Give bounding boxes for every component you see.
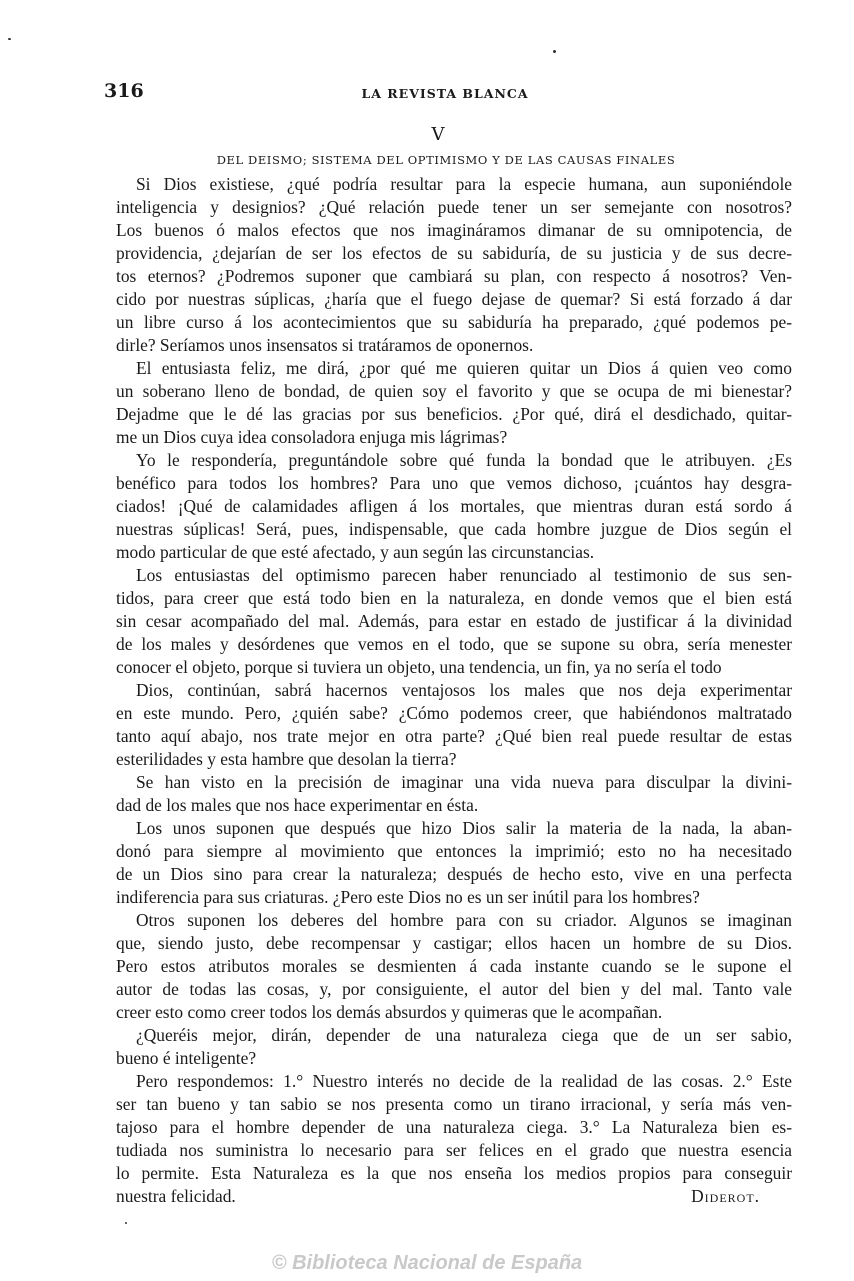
text-line: esterilidades y esta hambre que desolan la tierra? bbox=[116, 749, 457, 769]
running-title: LA REVISTA BLANCA bbox=[361, 86, 529, 101]
text-line: sin cesar acompañado del mal. Además, para estar en estado de justificar á la divinidad bbox=[116, 611, 792, 631]
text-line: ser tan bueno y tan sabio se nos presenta como un tirano irracional, y sería más ven- bbox=[116, 1094, 792, 1114]
paragraph bbox=[116, 817, 792, 909]
text-line: cido por nuestras súplicas, ¿haría que el fuego dejase de quemar? Si está forzado á dar bbox=[116, 289, 792, 309]
paragraph bbox=[116, 909, 792, 1024]
paragraph bbox=[116, 357, 792, 449]
article-body bbox=[116, 173, 792, 1208]
paragraph bbox=[116, 1024, 792, 1070]
text-line: Yo le respondería, preguntándole sobre qué funda la bondad que le atribuyen. ¿Es bbox=[136, 450, 792, 470]
text-line: donó para siempre al movimiento que entonces la imprimió; esto no ha necesitado bbox=[116, 841, 792, 861]
text-line: autor de todas las cosas, y, por consiguiente, el autor del bien y del mal. Tanto vale bbox=[116, 979, 792, 999]
author-signature: Diderot. bbox=[691, 1186, 760, 1206]
page-number: 316 bbox=[104, 80, 144, 102]
text-line: Si Dios existiese, ¿qué podría resultar para la especie humana, aun suponiéndole bbox=[136, 174, 792, 194]
text-line: Dios, continúan, sabrá hacernos ventajosos los males que nos deja experimentar bbox=[136, 680, 792, 700]
text-line: benéfico para todos los hombres? Para uno que vemos dichoso, ¡cuántos hay desgra- bbox=[116, 473, 792, 493]
chapter-title: DEL DEISMO; SISTEMA DEL OPTIMISMO Y DE LAS CAUSAS FINALES bbox=[216, 153, 676, 167]
text-line: ¿Queréis mejor, dirán, depender de una naturaleza ciega que de un ser sabio, bbox=[136, 1025, 792, 1045]
text-line: lo permite. Esta Naturaleza es la que nos enseña los medios propios para conseguir bbox=[116, 1163, 792, 1183]
text-line: indiferencia para sus criaturas. ¿Pero este Dios no es un ser inútil para los hombres? bbox=[116, 887, 700, 907]
text-line: me un Dios cuya idea consoladora enjuga mis lágrimas? bbox=[116, 427, 508, 447]
text-line: que, siendo justo, debe recompensar y castigar; ellos hacen un hombre de su Dios. bbox=[116, 933, 792, 953]
text-line: Los unos suponen que después que hizo Dios salir la materia de la nada, la aban- bbox=[136, 818, 792, 838]
text-line bbox=[116, 1185, 792, 1208]
scan-speck bbox=[553, 50, 556, 53]
text-line: de los males y desórdenes que vemos en el todo, que se supone su obra, sería menester bbox=[116, 634, 792, 654]
text-line: Otros suponen los deberes del hombre para con su criador. Algunos se imaginan bbox=[136, 910, 792, 930]
paragraph bbox=[116, 564, 792, 679]
text-line: tajoso para el hombre depender de una naturaleza ciega. 3.° La Naturaleza bien es- bbox=[116, 1117, 792, 1137]
text-line: El entusiasta feliz, me dirá, ¿por qué me quieren quitar un Dios á quien veo como bbox=[136, 358, 792, 378]
paragraph bbox=[116, 1070, 792, 1208]
text-line: Dejadme que le dé las gracias por sus beneficios. ¿Por qué, dirá el desdichado, quitar- bbox=[116, 404, 792, 424]
paragraph bbox=[116, 771, 792, 817]
text-line: Los entusiastas del optimismo parecen haber renunciado al testimonio de sus sen- bbox=[136, 565, 792, 585]
text-line: providencia, ¿dejarían de ser los efectos de su sabiduría, de su justicia y de sus decre- bbox=[116, 243, 792, 263]
text-line: Se han visto en la precisión de imaginar una vida nueva para disculpar la divini- bbox=[136, 772, 792, 792]
text-line: tos eternos? ¿Podremos suponer que cambiará su plan, con respecto á nosotros? Ven- bbox=[116, 266, 792, 286]
text-line: tudiada nos suministra lo necesario para ser felices en el grado que nuestra esencia bbox=[116, 1140, 792, 1160]
scan-speck bbox=[8, 38, 11, 40]
text-line: ciados! ¡Qué de calamidades afligen á los mortales, que mientras duran está sordo á bbox=[116, 496, 792, 516]
text-line: Pero respondemos: 1.° Nuestro interés no decide de la realidad de las cosas. 2.° Este bbox=[136, 1071, 792, 1091]
text-line: Los buenos ó malos efectos que nos imagináramos dimanar de su omnipotencia, de bbox=[116, 220, 792, 240]
paragraph bbox=[116, 679, 792, 771]
text-line: bueno é inteligente? bbox=[116, 1048, 257, 1068]
text-line: Pero estos atributos morales se desmienten á cada instante cuando se le supone el bbox=[116, 956, 792, 976]
text-line: en este mundo. Pero, ¿quién sabe? ¿Cómo podemos creer, que habiéndonos maltratado bbox=[116, 703, 792, 723]
text-line: un soberano lleno de bondad, de quien soy el favorito y que se ocupa de mi bienestar? bbox=[116, 381, 792, 401]
text-line: creer esto como creer todos los demás absurdos y quimeras que le acompañan. bbox=[116, 1002, 663, 1022]
text-line: tanto aquí abajo, nos trate mejor en otra parte? ¿Qué bien real puede resultar de estas bbox=[116, 726, 792, 746]
text-line: un libre curso á los acontecimientos que su sabiduría ha preparado, ¿qué podemos pe- bbox=[116, 312, 792, 332]
text-line: tidos, para creer que está todo bien en la naturaleza, en donde vemos que el bien está bbox=[116, 588, 792, 608]
text-line: inteligencia y designios? ¿Qué relación puede tener un ser semejante con nosotros? bbox=[116, 197, 792, 217]
text-line: modo particular de que esté afectado, y aun según las circunstancias. bbox=[116, 542, 595, 562]
text-line: nuestras súplicas! Será, pues, indispensable, que cada hombre juzgue de Dios según el bbox=[116, 519, 792, 539]
text-line: de un Dios sino para crear la naturaleza; después de hecho esto, vive en una perfecta bbox=[116, 864, 792, 884]
paragraph bbox=[116, 173, 792, 357]
text-line: dad de los males que nos hace experimentar en ésta. bbox=[116, 795, 479, 815]
text-line: conocer el objeto, porque si tuviera un objeto, una tendencia, un fin, ya no sería el todo bbox=[116, 657, 722, 677]
watermark: © Biblioteca Nacional de España bbox=[271, 1252, 583, 1274]
text-line-content: nuestra felicidad. bbox=[116, 1186, 236, 1206]
scan-speck bbox=[125, 1222, 127, 1224]
paragraph bbox=[116, 449, 792, 564]
chapter-numeral: V bbox=[431, 124, 445, 145]
text-line: dirle? Seríamos unos insensatos si tratáramos de oponernos. bbox=[116, 335, 534, 355]
